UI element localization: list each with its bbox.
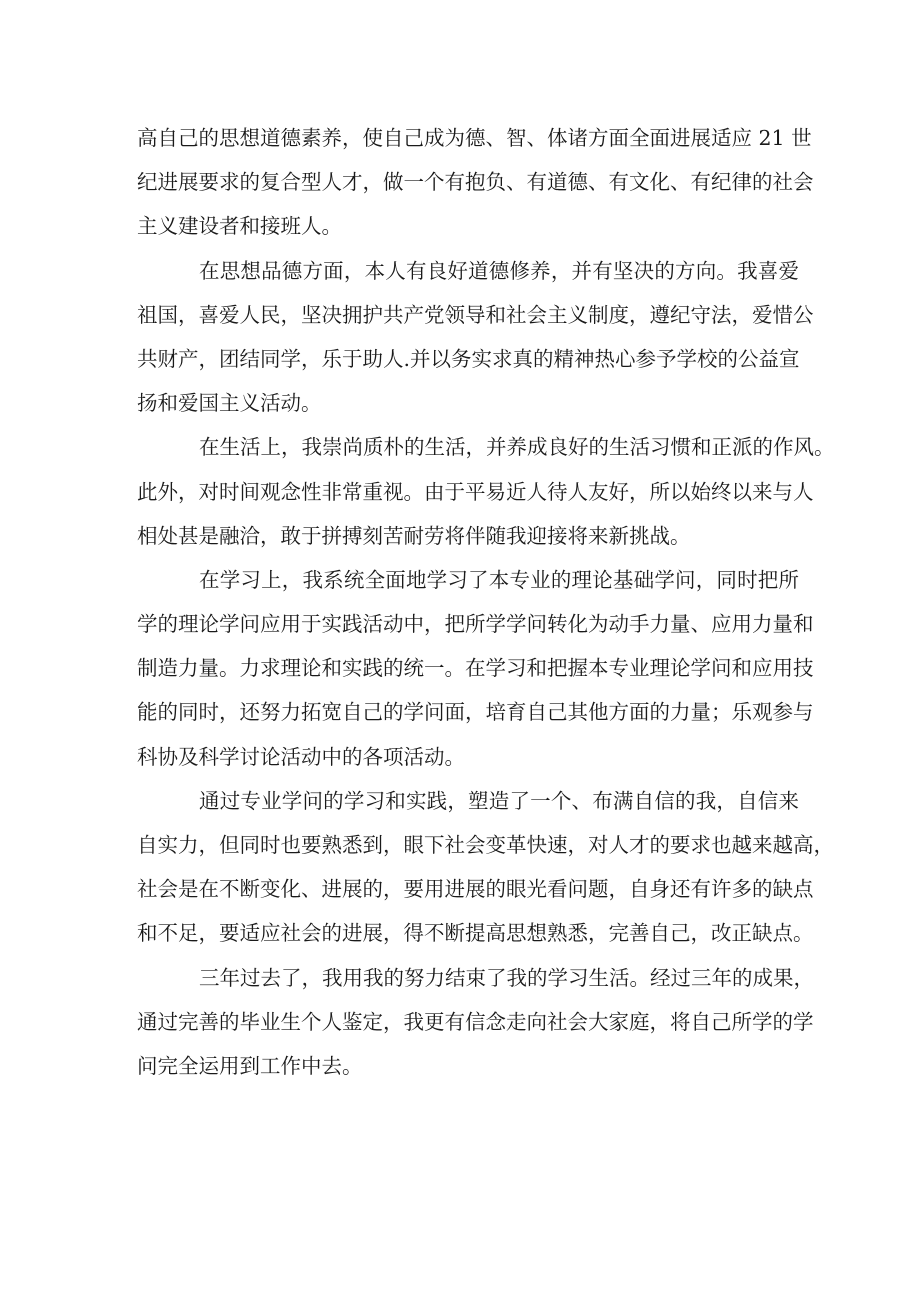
paragraph-5 (137, 779, 834, 956)
paragraph-line: 纪进展要求的复合型人才，做一个有抱负、有道德、有文化、有纪律的社会 (137, 170, 814, 195)
paragraph-line: 此外，对时间观念性非常重视。由于平易近人待人友好，所以始终以来与人 (137, 479, 814, 504)
paragraph-line: 制造力量。力求理论和实践的统一。在学习和把握本专业理论学问和应用技 (137, 656, 814, 681)
paragraph-line: 扬和爱国主义活动。 (137, 391, 322, 416)
paragraph-line: 问完全运用到工作中去。 (137, 1053, 363, 1078)
paragraph-line: 高自己的思想道德素养，使自己成为德、智、体诸方面全面进展适应 21 世 (137, 126, 812, 150)
paragraph-line: 在学习上，我系统全面地学习了本专业的理论基础学问，同时把所 (199, 567, 799, 592)
paragraph-3 (137, 425, 835, 558)
paragraph-2 (137, 249, 814, 426)
paragraph-line: 能的同时，还努力拓宽自己的学问面，培育自己其他方面的力量；乐观参与 (137, 700, 814, 725)
paragraph-line: 祖国，喜爱人民，坚决拥护共产党领导和社会主义制度，遵纪守法，爱惜公 (137, 302, 814, 327)
paragraph-4 (137, 558, 814, 779)
paragraph-line: 自实力，但同时也要熟悉到，眼下社会变革快速，对人才的要求也越来越高， (137, 833, 834, 857)
paragraph-line: 共财产，团结同学，乐于助人.并以务实求真的精神热心参予学校的公益宣 (137, 346, 800, 371)
paragraph-line: 三年过去了，我用我的努力结束了我的学习生活。经过三年的成果， (199, 965, 814, 990)
paragraph-line: 和不足，要适应社会的进展，得不断提高思想熟悉，完善自己，改正缺点。 (137, 921, 814, 946)
paragraph-line: 科协及科学讨论活动中的各项活动。 (137, 744, 465, 769)
paragraph-line: 通过专业学问的学习和实践，塑造了一个、布满自信的我，自信来 (199, 788, 799, 813)
paragraph-line: 在思想品德方面，本人有良好道德修养，并有坚决的方向。我喜爱 (199, 258, 799, 283)
paragraph-1 (137, 116, 814, 249)
body-text (137, 116, 835, 1088)
paragraph-line: 主义建设者和接班人。 (137, 214, 342, 239)
paragraph-line: 在生活上，我崇尚质朴的生活，并养成良好的生活习惯和正派的作风。 (199, 435, 835, 460)
paragraph-line: 通过完善的毕业生个人鉴定，我更有信念走向社会大家庭，将自己所学的学 (137, 1009, 814, 1034)
paragraph-6 (137, 956, 814, 1089)
paragraph-line: 相处甚是融洽，敢于拼搏刻苦耐劳将伴随我迎接将来新挑战。 (137, 523, 691, 548)
paragraph-line: 学的理论学问应用于实践活动中，把所学学问转化为动手力量、应用力量和 (137, 612, 814, 637)
paragraph-line: 社会是在不断变化、进展的，要用进展的眼光看问题，自身还有许多的缺点 (137, 877, 814, 902)
